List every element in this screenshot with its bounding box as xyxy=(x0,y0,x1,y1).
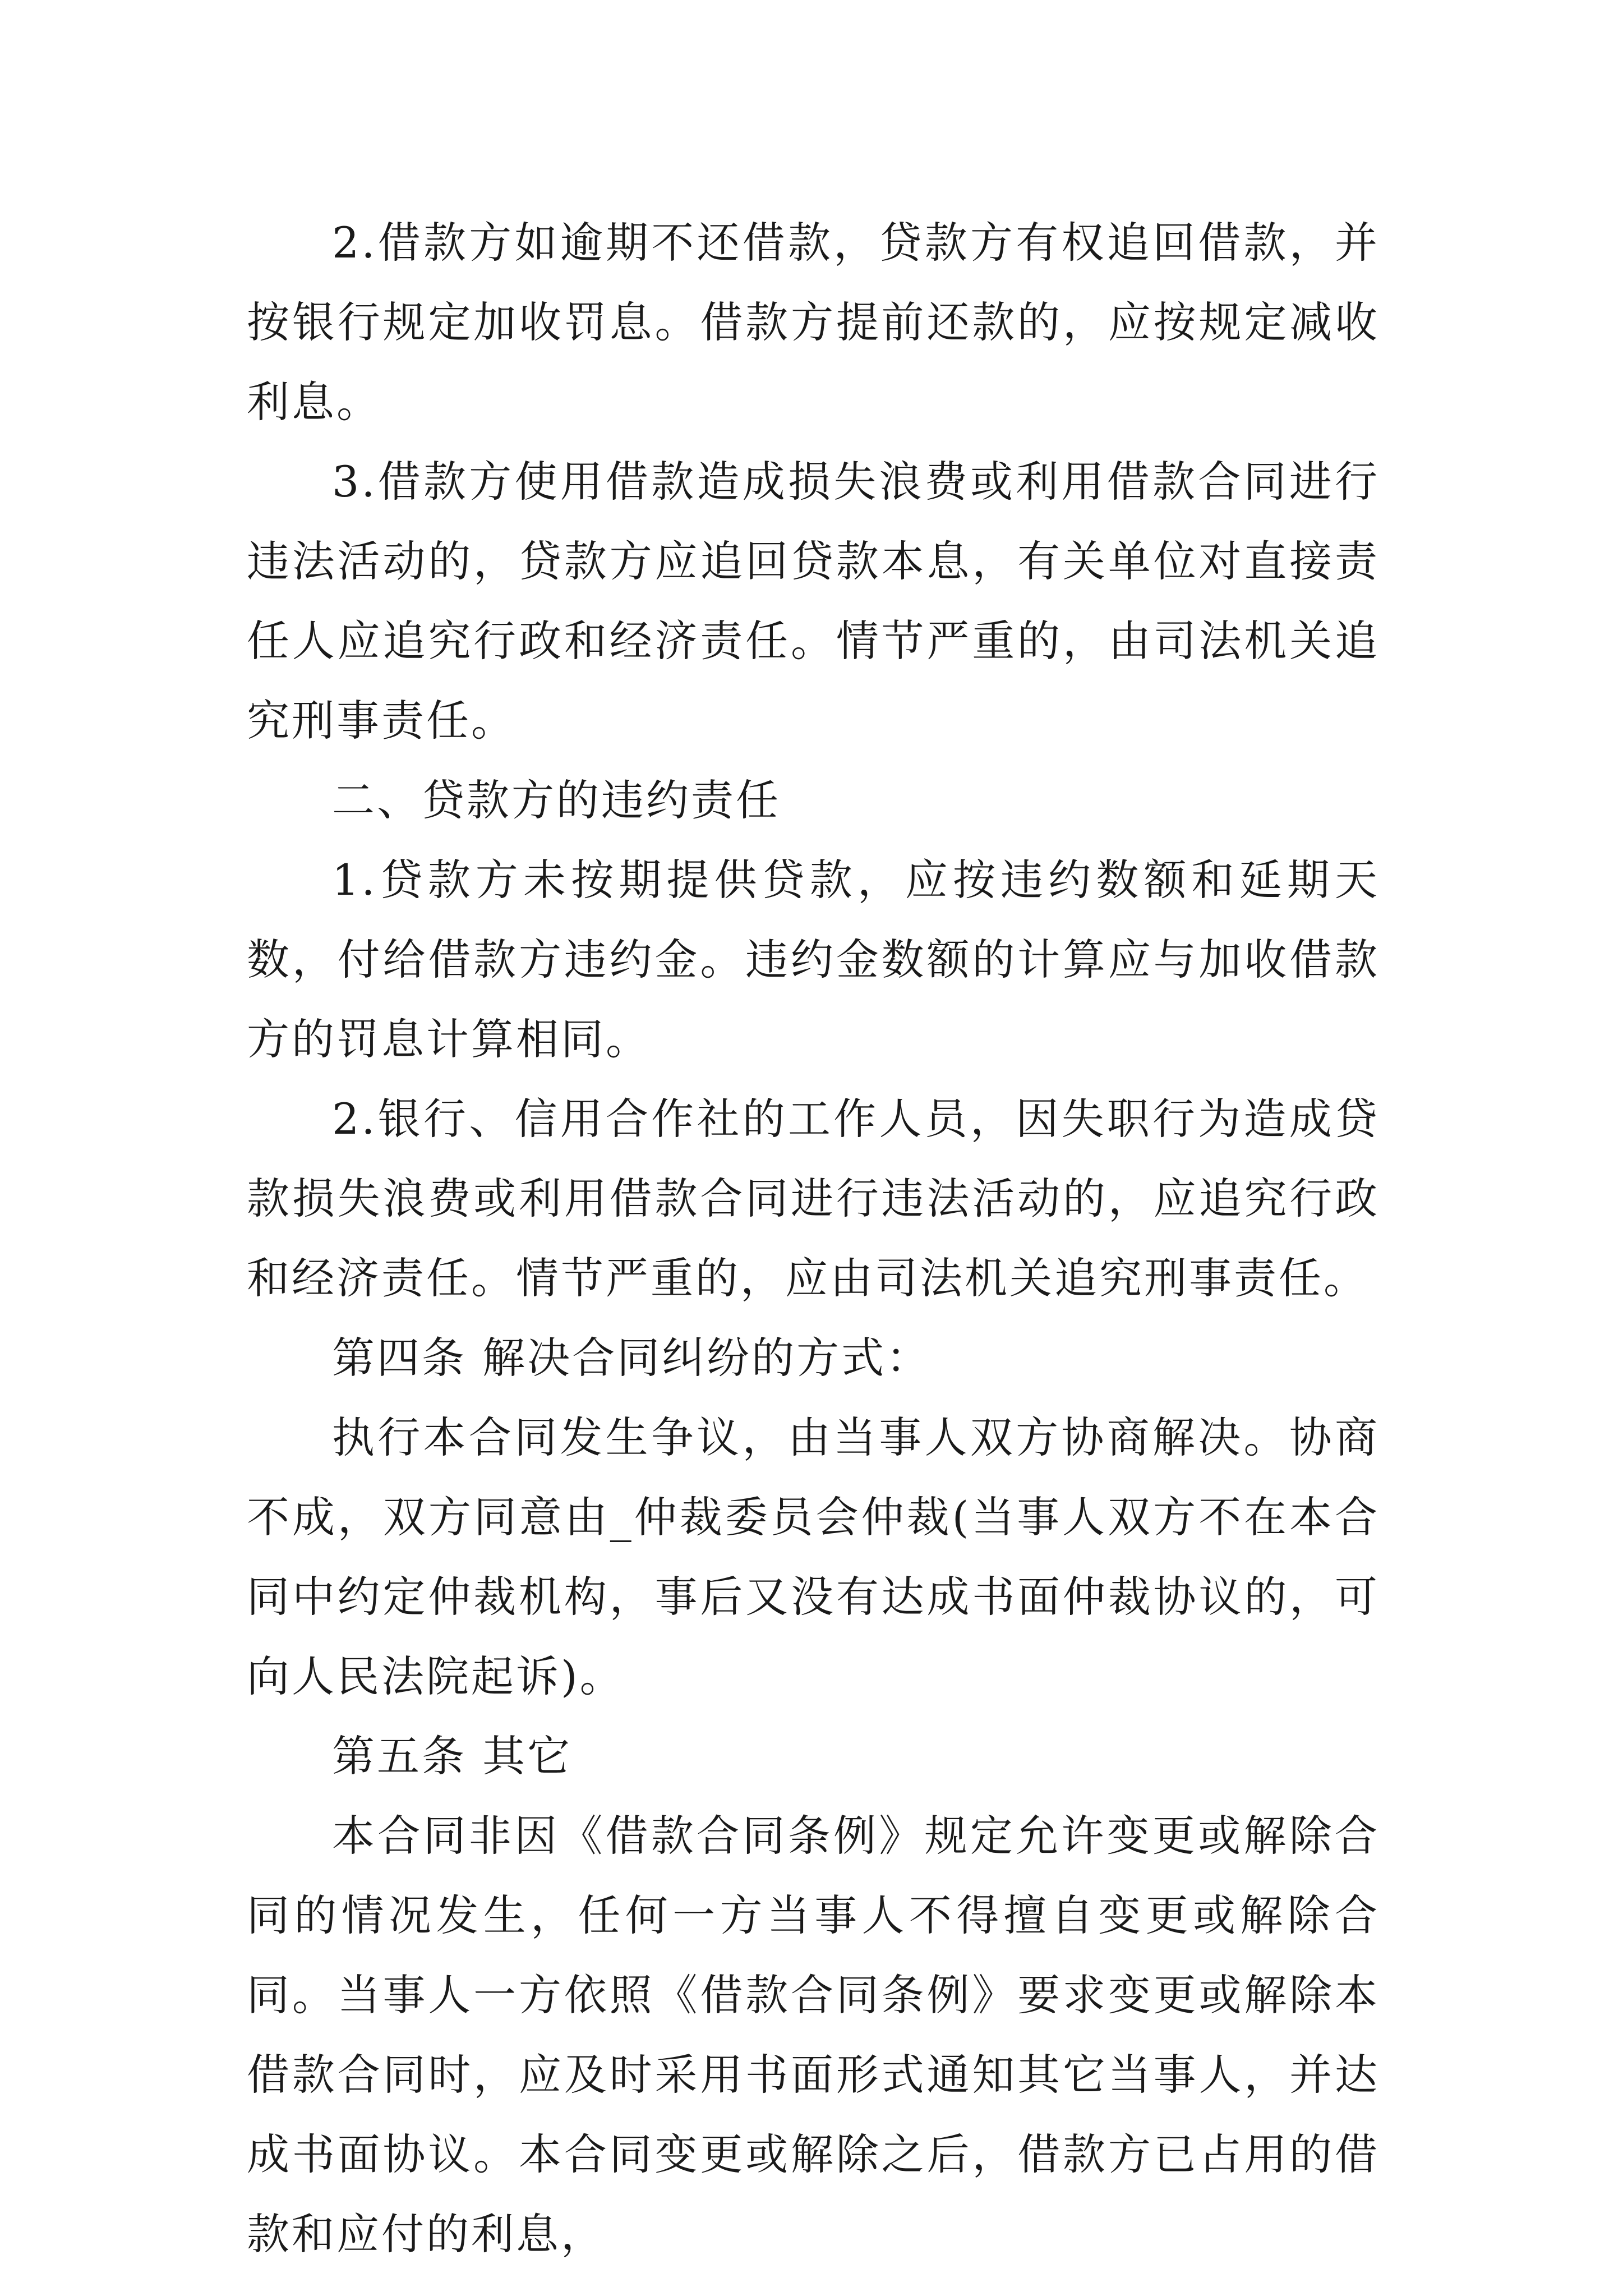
paragraph-contract-changes: 本合同非因《借款合同条例》规定允许变更或解除合同的情况发生，任何一方当事人不得擅自变更或解除合同。当事人一方依照《借款合同条例》要求变更或解除本借款合同时，应及时采用书面形式通知其它当事人，并达成书面协议。本合同变更或解除之后，借款方已占用的借款和应付的利息， xyxy=(247,1811,1380,2259)
paragraph-lender-late-loan: 1.贷款方未按期提供贷款，应按违约数额和延期天数，付给借款方违约金。违约金数额的计算应与加收借款方的罚息计算相同。 xyxy=(247,855,1380,1064)
paragraph-borrower-misuse: 3.借款方使用借款造成损失浪费或利用借款合同进行违法活动的，贷款方应追回贷款本息，有关单位对直接责任人应追究行政和经济责任。情节严重的，由司法机关追究刑事责任。 xyxy=(247,457,1380,746)
paragraph-bank-staff-liability: 2.银行、信用合作社的工作人员，因失职行为造成贷款损失浪费或利用借款合同进行违法活动的，应追究行政和经济责任。情节严重的，应由司法机关追究刑事责任。 xyxy=(247,1094,1380,1303)
document-body xyxy=(247,203,1380,2274)
paragraph-borrower-overdue: 2.借款方如逾期不还借款，贷款方有权追回借款，并按银行规定加收罚息。借款方提前还款的，应按规定减收利息。 xyxy=(247,218,1380,427)
article-four-heading: 第四条 解决合同纠纷的方式： xyxy=(332,1333,932,1383)
article-five-heading: 第五条 其它 xyxy=(332,1731,573,1781)
section-heading-lender-liability: 二、贷款方的违约责任 xyxy=(332,775,781,825)
paragraph-dispute-resolution: 执行本合同发生争议，由当事人双方协商解决。协商不成，双方同意由_仲裁委员会仲裁(当事人双方不在本合同中约定仲裁机构，事后又没有达成书面仲裁协议的，可向人民法院起诉)。 xyxy=(247,1412,1380,1701)
